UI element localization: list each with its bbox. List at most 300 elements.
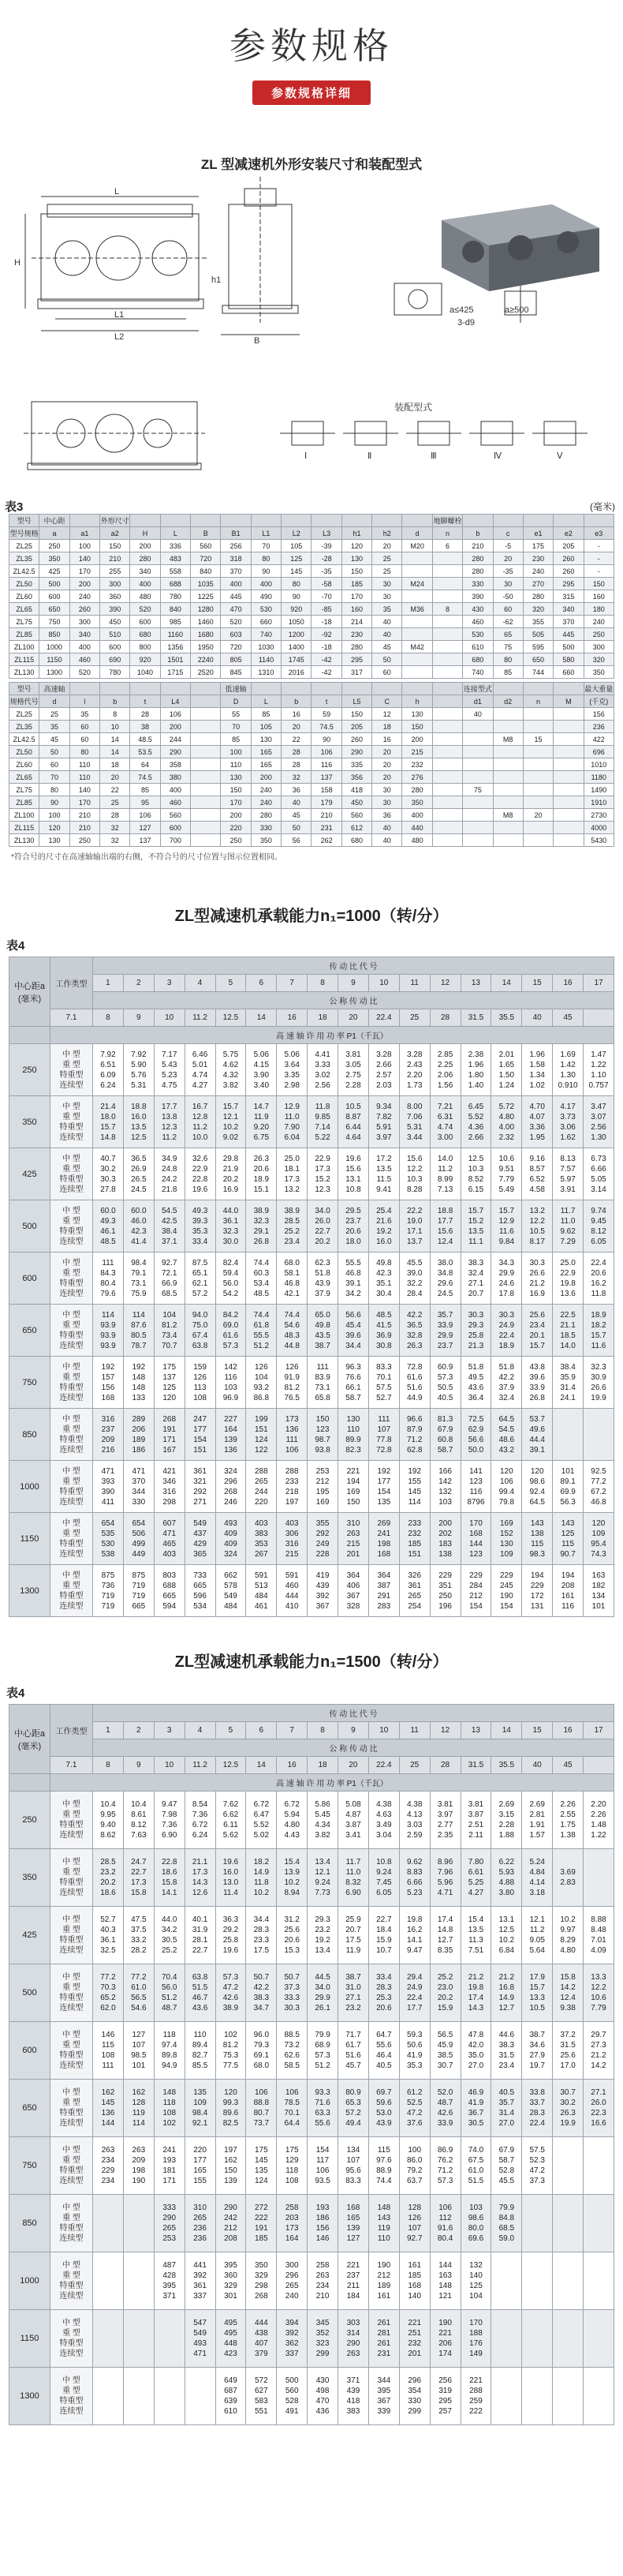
header-ratio-cell: 7.1 xyxy=(50,1009,93,1027)
power-cell xyxy=(185,2310,215,2368)
table-cell: ZL25 xyxy=(9,540,39,552)
center-distance-cell: 1150 xyxy=(9,2310,50,2368)
power-value: 1.34 xyxy=(529,1070,545,1080)
power-value: 115 xyxy=(561,1539,575,1548)
power-cell xyxy=(553,1357,584,1409)
power-value: 387 xyxy=(377,1581,391,1590)
table-cell: 120 xyxy=(39,822,69,834)
power-cell xyxy=(123,1792,154,1849)
power-cell xyxy=(308,1252,338,1305)
header-ratio-cell: 45 xyxy=(553,1757,584,1774)
work-type-cell xyxy=(50,1148,93,1200)
table-cell: 240 xyxy=(584,616,614,628)
page-title: 参数规格 xyxy=(229,25,394,66)
power-value: 493 xyxy=(193,2339,207,2348)
power-value: 72.1 xyxy=(161,1268,177,1278)
power-cell xyxy=(93,1200,124,1252)
table-header-row xyxy=(9,957,614,975)
header-cell xyxy=(463,515,493,527)
power-cell xyxy=(491,1044,522,1096)
capacity-row xyxy=(9,2368,614,2425)
power-value: 21.6 xyxy=(376,1216,392,1226)
power-cell xyxy=(215,1357,246,1409)
work-type-label: 重 型 xyxy=(62,1477,80,1486)
power-value: 97.4 xyxy=(161,2041,177,2050)
header-cell: B1 xyxy=(221,527,251,540)
power-value: 33.9 xyxy=(437,1320,453,1330)
power-cell xyxy=(93,1565,124,1617)
table-cell: 690 xyxy=(100,653,130,666)
power-value: 155 xyxy=(408,1477,422,1486)
power-value: 140 xyxy=(408,2292,422,2301)
table-cell: 170 xyxy=(221,796,251,809)
power-cell xyxy=(584,2252,614,2310)
power-value: 15.8 xyxy=(161,1878,177,1887)
header-ratio-cell: 11.2 xyxy=(185,1757,215,1774)
power-value: 24.9 xyxy=(498,1320,515,1330)
work-type-cell xyxy=(50,1305,93,1357)
power-value: 148 xyxy=(377,2203,391,2212)
table-cell: 317 xyxy=(341,666,371,679)
work-type-label: 特重型 xyxy=(59,2282,84,2290)
power-value: 37.9 xyxy=(498,1383,515,1392)
power-value: 82.4 xyxy=(222,1258,239,1267)
power-value: 301 xyxy=(224,2292,237,2301)
power-cell xyxy=(277,2310,308,2368)
power-value: 11.9 xyxy=(345,1946,361,1955)
table-cell: 470 xyxy=(221,603,251,616)
power-value: 6.66 xyxy=(591,1164,606,1174)
power-cell xyxy=(461,2252,491,2310)
header-code-cell: 9 xyxy=(338,975,369,992)
header-cell: L2 xyxy=(282,527,312,540)
power-value: 168 xyxy=(469,1529,483,1538)
power-value: 72.8 xyxy=(406,1362,423,1372)
power-value: 37.6 xyxy=(406,2119,423,2128)
work-type-label: 特重型 xyxy=(59,2397,84,2406)
table-cell: 6 xyxy=(432,540,462,552)
power-cell xyxy=(308,2080,338,2137)
table-cell: 150 xyxy=(402,721,432,733)
table-cell xyxy=(463,809,493,822)
power-value: 6.09 xyxy=(100,1070,116,1080)
power-value: 9.20 xyxy=(253,1122,270,1132)
table-cell: 220 xyxy=(221,822,251,834)
power-cell xyxy=(308,1200,338,1252)
power-value: 104 xyxy=(162,1310,177,1320)
power-value: 3.33 xyxy=(315,1060,330,1069)
power-cell xyxy=(215,2252,246,2310)
power-value: 6.46 xyxy=(192,1050,208,1059)
table-cell: 280 xyxy=(341,641,371,653)
power-value: 22.3 xyxy=(591,2109,606,2117)
power-cell xyxy=(430,1252,461,1305)
power-value: 29.9 xyxy=(498,1268,515,1278)
power-value: 23.3 xyxy=(253,1936,270,1945)
work-type-label: 中 型 xyxy=(62,1258,80,1267)
power-value: 108 xyxy=(101,2051,115,2060)
power-value: 98.4 xyxy=(192,2109,208,2117)
table-cell: 800 xyxy=(130,641,160,653)
power-cell xyxy=(277,2195,308,2252)
power-value: 190 xyxy=(438,2319,452,2327)
power-cell xyxy=(553,1096,584,1148)
power-value: 163 xyxy=(591,1571,606,1580)
power-value: 96.9 xyxy=(222,1393,239,1402)
power-value: 12.2 xyxy=(529,1216,545,1226)
power-value: 68.0 xyxy=(284,1258,300,1267)
power-value: 24.7 xyxy=(131,1858,147,1866)
power-value: 129 xyxy=(285,2156,299,2165)
power-value: 12.1 xyxy=(222,1112,239,1121)
power-value: 594 xyxy=(162,1601,177,1611)
work-type-label: 连续型 xyxy=(59,2349,84,2358)
work-type-label: 连续型 xyxy=(59,1601,84,1611)
table-row xyxy=(9,721,614,733)
power-value: 3.07 xyxy=(591,1112,606,1121)
power-value: 125 xyxy=(561,1529,575,1538)
power-value: 107 xyxy=(346,2156,360,2165)
power-value: 0.910 xyxy=(558,1080,578,1090)
power-value: 106 xyxy=(254,2088,268,2097)
power-value: 68.5 xyxy=(161,1289,177,1298)
power-value: 42.0 xyxy=(468,2041,484,2050)
power-cell xyxy=(308,1409,338,1461)
table-cell: 106 xyxy=(160,708,190,721)
power-value: 47.5 xyxy=(131,1915,147,1924)
power-cell xyxy=(368,1357,399,1409)
power-value: 5.06 xyxy=(284,1050,300,1059)
power-value: 1.22 xyxy=(591,1831,606,1840)
power-value: 352 xyxy=(315,2329,330,2338)
power-value: 33.2 xyxy=(131,1936,147,1945)
power-value: 5.52 xyxy=(468,1112,484,1121)
power-value: 181 xyxy=(162,2166,177,2175)
power-cell xyxy=(185,2022,215,2080)
power-value: 35.0 xyxy=(468,2051,484,2060)
power-value: 30.5 xyxy=(161,1936,177,1945)
power-value: 58.1 xyxy=(284,1268,300,1278)
power-value: 3.04 xyxy=(376,1831,392,1840)
table-cell xyxy=(432,552,462,565)
power-value: 79.3 xyxy=(253,2041,270,2050)
table-cell: 156 xyxy=(584,708,614,721)
power-cell xyxy=(154,1148,185,1200)
table-cell: 116 xyxy=(312,758,341,771)
header-cell xyxy=(341,515,371,527)
power-value: 1.95 xyxy=(529,1133,545,1142)
power-cell xyxy=(123,2137,154,2195)
power-cell xyxy=(584,2137,614,2195)
power-value: 102 xyxy=(224,2031,237,2039)
power-cell xyxy=(123,1964,154,2022)
power-cell xyxy=(491,1513,522,1565)
table-cell: 20 xyxy=(372,758,402,771)
power-value: 13.3 xyxy=(591,1973,606,1982)
work-type-cell xyxy=(50,2310,93,2368)
power-value: 7.14 xyxy=(315,1122,330,1132)
power-value: 9.05 xyxy=(529,1936,545,1945)
power-value: 145 xyxy=(254,2156,268,2165)
table-cell xyxy=(432,784,462,796)
power-cell xyxy=(461,1792,491,1849)
power-cell xyxy=(338,1907,369,1964)
page-header xyxy=(0,0,623,118)
power-value: 77.5 xyxy=(222,2061,239,2070)
header-ratio-cell: 9 xyxy=(123,1757,154,1774)
power-cell xyxy=(215,2022,246,2080)
work-type-cell xyxy=(50,1409,93,1461)
power-value: 4.38 xyxy=(406,1800,423,1809)
table-cell: 40 xyxy=(372,628,402,641)
power-value: 73.1 xyxy=(131,1279,147,1288)
power-cell xyxy=(461,2137,491,2195)
power-value: 430 xyxy=(315,2376,330,2385)
power-value: 143 xyxy=(561,1518,575,1528)
power-value: 2.66 xyxy=(468,1133,484,1142)
power-value: 34.2 xyxy=(345,1289,361,1298)
power-value: 67.9 xyxy=(498,2146,515,2155)
power-value: 392 xyxy=(315,1591,330,1601)
power-value: 77.2 xyxy=(131,1973,147,1982)
table-cell: 335 xyxy=(341,758,371,771)
power-value: 156 xyxy=(101,1383,115,1392)
table-header-row xyxy=(9,975,614,992)
table-cell: ZL60 xyxy=(9,590,39,603)
power-value: 26.3 xyxy=(253,1154,270,1163)
power-value: 23.2 xyxy=(100,1868,116,1877)
power-value: 114 xyxy=(408,1497,421,1507)
power-value: 109 xyxy=(591,1529,606,1538)
power-cell xyxy=(154,1357,185,1409)
header-code-cell: 6 xyxy=(246,1722,277,1739)
power-value: 120 xyxy=(224,2088,237,2097)
power-cell xyxy=(522,2022,553,2080)
header-ratio-cell: 7.1 xyxy=(50,1757,93,1774)
power-value: 39.0 xyxy=(406,1268,423,1278)
power-value: 104 xyxy=(469,2292,483,2301)
table-cell: 560 xyxy=(160,809,190,822)
power-value: 9.51 xyxy=(498,1164,515,1174)
power-value: 8.99 xyxy=(437,1174,453,1184)
power-cell xyxy=(522,1357,553,1409)
table-cell: 250 xyxy=(39,540,69,552)
power-value: 337 xyxy=(193,2292,207,2301)
power-value: 190 xyxy=(132,2177,146,2185)
power-value: 13.6 xyxy=(560,1289,576,1298)
table-cell: 422 xyxy=(584,733,614,746)
power-cell xyxy=(185,1565,215,1617)
power-value: 639 xyxy=(224,2397,237,2406)
power-value: 73.4 xyxy=(161,1331,177,1340)
power-value: 5.62 xyxy=(222,1831,239,1840)
table-cell: 110 xyxy=(69,771,99,784)
power-cell xyxy=(154,2368,185,2425)
power-value: 12.3 xyxy=(161,1122,177,1132)
power-value: 196 xyxy=(438,1601,452,1611)
power-value: 292 xyxy=(193,1487,207,1496)
power-cell xyxy=(584,1305,614,1357)
work-type-label: 连续型 xyxy=(59,1080,84,1090)
power-value: 43.9 xyxy=(315,1279,330,1288)
power-value: 5.75 xyxy=(222,1050,239,1059)
power-value: 18.9 xyxy=(498,1341,515,1350)
table-cell: 18 xyxy=(372,721,402,733)
table-cell: 680 xyxy=(341,834,371,847)
table-cell xyxy=(432,746,462,758)
power-value: 1.58 xyxy=(529,1060,545,1069)
capacity-table-1500 xyxy=(9,1704,614,2425)
power-value: 19.9 xyxy=(560,2119,576,2128)
power-cell xyxy=(491,1409,522,1461)
power-value: 51.2 xyxy=(315,2061,330,2070)
power-value: 29.8 xyxy=(222,1154,239,1163)
power-value: 281 xyxy=(377,2329,391,2338)
work-type-label: 连续型 xyxy=(59,1185,84,1194)
table-cell: 150 xyxy=(341,708,371,721)
power-value: 649 xyxy=(224,2376,237,2385)
outline-drawing xyxy=(0,173,623,378)
power-value: 62.3 xyxy=(315,1258,330,1267)
power-value: 188 xyxy=(469,2329,483,2338)
power-cell xyxy=(430,2022,461,2080)
table-cell: 260 xyxy=(554,565,584,578)
power-value: 98.3 xyxy=(529,1549,545,1559)
table-cell: 1140 xyxy=(251,653,281,666)
power-cell xyxy=(185,1461,215,1513)
table-cell: 780 xyxy=(100,666,130,679)
power-cell xyxy=(553,2368,584,2425)
power-value: 60.0 xyxy=(100,1206,116,1215)
power-value: 6.11 xyxy=(223,1821,238,1829)
power-cell xyxy=(93,1148,124,1200)
header-ratio-cell: 25 xyxy=(399,1009,430,1027)
power-value: 26.5 xyxy=(131,1174,147,1184)
power-value: 183 xyxy=(438,1539,452,1548)
power-value: 3.05 xyxy=(345,1060,361,1069)
header-code-cell: 5 xyxy=(215,1722,246,1739)
power-value: 120 xyxy=(591,1518,606,1528)
power-value: 85.5 xyxy=(192,2061,208,2070)
power-value: 109 xyxy=(193,2099,207,2107)
table-cell: 340 xyxy=(130,565,160,578)
power-value: 29.9 xyxy=(437,1331,453,1340)
power-value: 58.7 xyxy=(437,1445,453,1455)
power-value: 177 xyxy=(193,2156,207,2165)
power-value: 212 xyxy=(315,1477,330,1486)
table-cell: M8 xyxy=(493,733,523,746)
table-cell: 460 xyxy=(463,616,493,628)
power-value: 209 xyxy=(132,2156,146,2165)
table-cell xyxy=(432,809,462,822)
table-cell xyxy=(432,708,462,721)
capacity-row xyxy=(9,1907,614,1964)
table-cell: 290 xyxy=(341,746,371,758)
power-value: 13.1 xyxy=(345,1174,361,1184)
work-type-cell xyxy=(50,1849,93,1907)
power-value: 31.9 xyxy=(192,1926,208,1934)
power-value: 52.7 xyxy=(376,1393,392,1402)
power-value: 29.9 xyxy=(315,1994,330,2002)
work-type-label: 中 型 xyxy=(62,1466,80,1476)
power-value: 177 xyxy=(377,1477,391,1486)
power-cell xyxy=(185,2080,215,2137)
power-value: 240 xyxy=(285,2292,299,2301)
power-value: 361 xyxy=(193,2282,207,2290)
power-value: 139 xyxy=(224,2177,237,2185)
power-value: 93.9 xyxy=(100,1320,116,1330)
table-cell: -50 xyxy=(493,590,523,603)
power-cell xyxy=(338,1964,369,2022)
power-value: 14.3 xyxy=(468,2004,484,2012)
power-value: 20.2 xyxy=(222,1174,239,1184)
header-cell: B xyxy=(191,527,221,540)
power-cell xyxy=(123,1044,154,1096)
power-value: 17.0 xyxy=(560,2061,576,2070)
table-cell: 32 xyxy=(100,834,130,847)
header-code-cell: 12 xyxy=(430,1722,461,1739)
table-cell: 300 xyxy=(100,578,130,590)
power-value: 28.4 xyxy=(406,1289,423,1298)
power-value: 66.9 xyxy=(161,1279,177,1288)
power-value: 18.2 xyxy=(253,1858,270,1866)
table-cell xyxy=(463,758,493,771)
power-value: 344 xyxy=(132,1487,146,1496)
gearbox-3d-image xyxy=(442,204,599,291)
power-value: 323 xyxy=(315,2339,330,2348)
power-value: 288 xyxy=(469,2387,483,2395)
power-value: 19.0 xyxy=(406,1216,423,1226)
power-value: 256 xyxy=(438,2376,452,2385)
table-cell: 40 xyxy=(372,616,402,628)
table-cell: 130 xyxy=(39,834,69,847)
power-value: 3.02 xyxy=(315,1070,330,1080)
power-value: 34.2 xyxy=(161,1926,177,1934)
power-cell xyxy=(308,1849,338,1907)
power-value: 9.85 xyxy=(315,1112,330,1121)
power-value: 5.02 xyxy=(253,1831,270,1840)
header-cell: L1 xyxy=(251,527,281,540)
power-value: 11.7 xyxy=(560,1206,576,1215)
power-value: 84.2 xyxy=(222,1310,239,1320)
power-value: 221 xyxy=(408,2319,422,2327)
power-value: 25.2 xyxy=(161,1946,177,1955)
power-value: 28.2 xyxy=(131,1946,147,1955)
power-value: 56.0 xyxy=(161,1983,177,1992)
power-value: 191 xyxy=(254,2224,268,2233)
table-cell: 231 xyxy=(312,822,341,834)
power-value: 123 xyxy=(469,1549,483,1559)
table-header-row xyxy=(9,1027,614,1044)
table-cell: 35 xyxy=(39,721,69,733)
power-value: 13.7 xyxy=(406,1237,423,1246)
power-value: 80.9 xyxy=(345,2088,361,2097)
power-value: 263 xyxy=(346,1529,360,1538)
table-header-row xyxy=(9,992,614,1009)
power-value: 184 xyxy=(346,2292,360,2301)
center-distance-cell: 750 xyxy=(9,1357,50,1409)
power-value: 195 xyxy=(315,1487,330,1496)
table-cell: 22 xyxy=(100,784,130,796)
power-value: 22.4 xyxy=(529,2119,545,2128)
power-value: 99.3 xyxy=(222,2099,239,2107)
power-value: 44.6 xyxy=(498,2031,515,2039)
power-value: 232 xyxy=(408,2339,422,2348)
table-cell: 430 xyxy=(463,603,493,616)
power-value: 23.0 xyxy=(437,1983,453,1992)
power-value: 118 xyxy=(162,2031,176,2039)
power-value: 32.3 xyxy=(222,1226,239,1236)
